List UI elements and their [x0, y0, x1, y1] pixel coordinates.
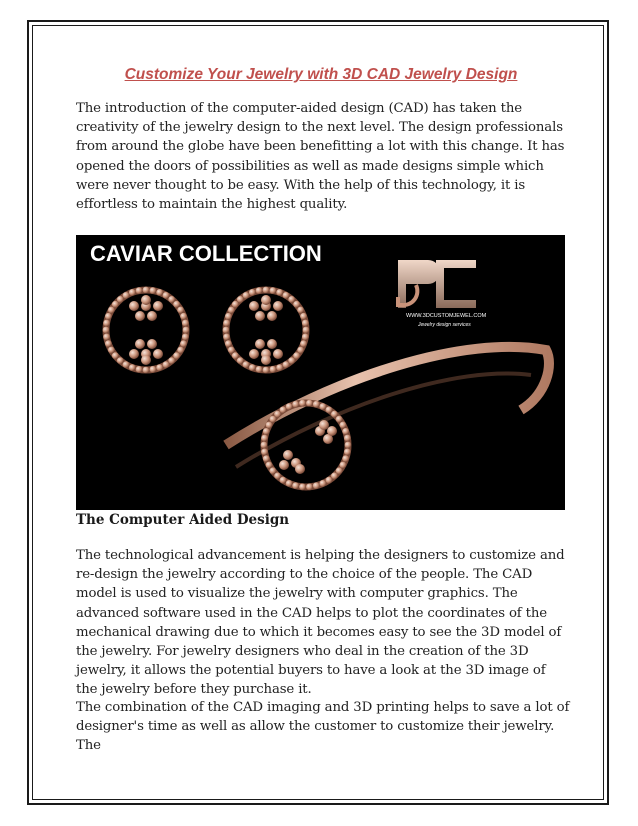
earring-left [103, 287, 190, 374]
document-title: Customize Your Jewelry with 3D CAD Jewelry Design [124, 66, 518, 83]
earring-right [223, 287, 310, 374]
intro-paragraph: The introduction of the computer-aided design (CAD) has taken the creativity of the jewelry design to the next level. The design professionals from around the globe have been benefitting a lot with this change. It has opened the doors of possibilities as well as made designs simple which were never thought to be easy. With the help of this technology, it is effortless to maintain the highest quality. [76, 101, 565, 213]
body-paragraph-2: The combination of the CAD imaging and 3D printing helps to save a lot of designer's time as well as allow the customer to customize their jewelry. The [76, 700, 570, 754]
brand-logo [398, 260, 487, 328]
banner-text: CAVIAR COLLECTION [90, 241, 322, 266]
jewelry-image [76, 235, 565, 510]
logo-url: WWW.3DCUSTOMJEWEL.COM [406, 313, 487, 319]
logo-tagline: Jewelry design services [418, 322, 471, 328]
ring-group [103, 287, 352, 491]
section-heading: The Computer Aided Design [76, 512, 290, 528]
caviar-collection-render [76, 235, 565, 510]
body-paragraph-1: The technological advancement is helping the designers to customize and re-design the jewelry according to the choice of the people. The CAD model is used to visualize the jewelry with computer graphics. The advanced software used in the CAD helps to plot the coordinates of the mechanical drawing due to which it becomes easy to see the 3D model of the jewelry. For jewelry designers who deal in the creation of the 3D jewelry, it allows the potential buyers to have a look at the 3D image of the jewelry before they purchase it. [76, 548, 565, 698]
